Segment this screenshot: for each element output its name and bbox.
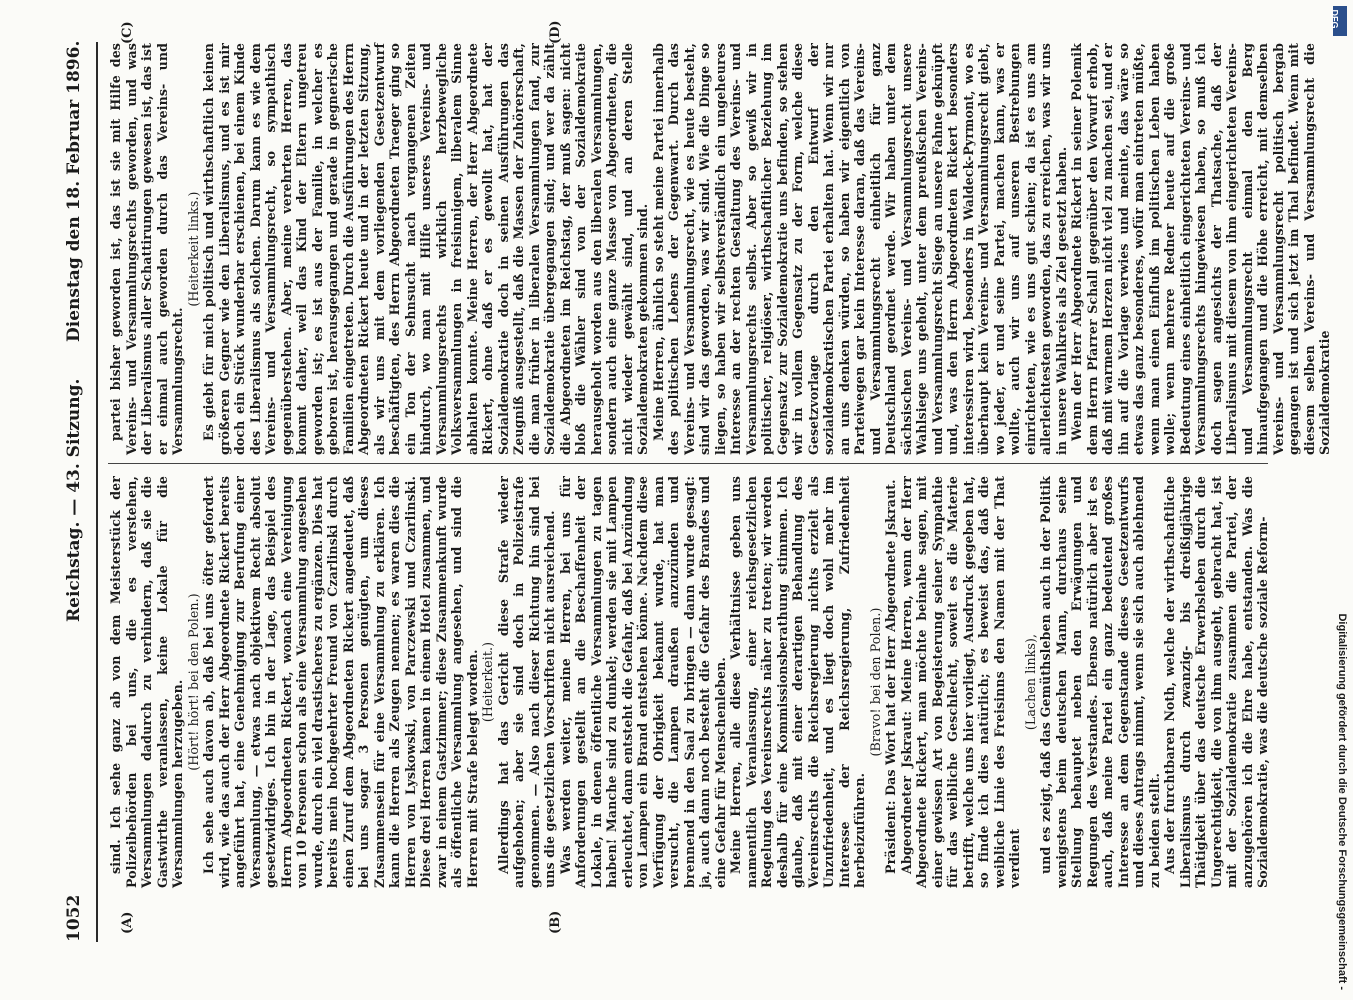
paragraph: partei bisher geworden ist, das ist sie mit Hilfe des Vereins- und Versammlungsrechts geworden, und was der Liberalismus aller Schattirungen gewesen ist, das ist er einmal auch geworden durch das Vereins- und Versammlungsrecht. (108, 43, 185, 455)
header-rule (96, 42, 98, 942)
paragraph: Wenn der Herr Abgeordnete Rickert in seiner Polemik dem Herrn Pfarrer Schall gegenüber den Vorwurf erhob, daß mit warmem Herzen nicht viel zu machen sei, und er ihn auf die Vorlage verwies und meinte, das wäre so etwas das ganz besonderes, wofür man eintreten müßte, wenn man einen Einfluß im politischen Leben haben wolle; wenn mehrere Redner heute auf die große Bedeutung eines einheitlich eingerichteten Vereins- und Versammlungsrechts hingewiesen haben, so muß ich doch sagen angesichts der Thatsache, daß der Liberalismus mit diesem von ihm eingerichteten Vereins- und Versammlungsrecht einmal den Berg hinaufgegangen und die Höhe erreicht, mit demselben Vereins- und Versammlungsrecht politisch bergab gegangen ist und sich jetzt im Thal befindet. Wenn mit diesem selben Vereins- und Versammlungsrecht die Sozialdemokratie (1069, 43, 1332, 455)
interjection: (Lachen links), (1022, 633, 1038, 731)
paragraph: sind. Ich sehe ganz ab von dem Meisterstück der Polizeibehörden bei uns, die es verstehen, Versammlungen dadurch zu verhindern, daß sie die Gastwirthe veranlassen, keine Lokale für die Versammlungen herzugeben. (108, 476, 185, 888)
paragraph: Es giebt für mich politisch und wirthschaftlich keinen größeren Gegner wie den Liberalismus, und es ist mir doch ein Stück wunderbar erschienen, bei einem Kinde des Liberalismus als solchen. Darum kann es wie dem Vereins- und Versammlungsrecht, so sympathisch gegenüberstehen. Aber, meine verehrten Herren, das kommt daher, weil das Kind der Eltern ungetreu geworden ist; es ist aus der Familie, in welcher es geboren ist, herausgegangen und gerade in gegnerische Familien eingetreten. Durch die Ausführungen des Herrn Abgeordneten Rickert heute und in der letzten Sitzung, als wir uns mit dem vorliegenden Gesetzentwurf beschäftigten, des Herrn Abgeordneten Traeger ging so ein Ton der Sehnsucht nach vergangenen Zeiten hindurch, wo man mit Hilfe unseres Vereins- und Versammlungsrechts wirklich herzbewegliche Volksversammlungen in freisinnigem, liberalem Sinne abhalten konnte. Meine Herren, der Herr Abgeordnete Rickert, ohne daß er es gewollt hat, hat der Sozialdemokratie doch in seinen Ausführungen das Zeugniß ausgestellt, daß die Massen der Zuhörerschaft, die man früher in liberalen Versammlungen fand, zur Sozialdemokratie übergegangen sind; und wer da zählt die Abgeordneten im Reichstag, der muß sagen: nicht bloß die Wähler sind von der Sozialdemokratie herausgeholt worden aus den liberalen Versammlungen, sondern auch eine ganze Masse von Abgeordneten, die nicht wieder gewählt sind, und an deren Stelle Sozialdemokraten gekommen sind. (201, 43, 650, 455)
right-text-column (108, 43, 1332, 455)
margin-marker-b: (B) (548, 910, 563, 934)
dfg-logo-text: DFG (1329, 9, 1340, 29)
speaker-paragraph: Abgeordneter Jskraut: Meine Herren, wenn der Herr Abgeordnete Rickert, man möchte beinahe sagen, mit einer gewissen Art von Begeisterung seiner Sympathie für das weibliche Geschlecht, soweit es die Materie betrifft, welche uns hier vorliegt, Ausdruck gegeben hat, so finde ich dies natürlich; es beweist das, daß die weibliche Linie des Freisinns den Namen mit der That verdient (898, 476, 1022, 888)
column-divider (108, 463, 1268, 464)
margin-marker-d: (D) (548, 20, 563, 44)
page-header (58, 42, 92, 942)
interjection: (Heiterkeit links.) (185, 191, 201, 307)
interjection: (Bravo! bei den Polen.) (867, 607, 883, 757)
credit-text: Digitalisierung gefördert durch die Deutsche Forschungsgemeinschaft - (1336, 613, 1348, 990)
interjection: (Hört! hört! bei den Polen.) (185, 593, 201, 771)
paragraph: Was werden weiter, meine Herren, bei uns für Anforderungen gestellt an die Beschaffenheit der Lokale, in denen öffentliche Versammlungen zu tagen haben! Manche sind zu dunkel; werden sie mit Lampen erleuchtet, dann entsteht die Gefahr, daß bei Anzündung von Lampen ein Brand entstehen könne. Nachdem diese Verfügung der Obrigkeit bekannt wurde, hat man versucht, die Lampen draußen anzuzünden und brennend in den Saal zu bringen — dann wurde gesagt: ja, auch dann noch besteht die Gefahr des Brandes und eine Gefahr für Menschenleben. (557, 476, 728, 888)
paragraph: Meine Herren, alle diese Verhältnisse geben uns namentlich Veranlassung, einer reichsgesetzlichen Regelung des Vereinsrechts näher zu treten; wir werden deshalb für eine Kommissionsberathung stimmen. Ich glaube, daß mit einer derartigen Behandlung des Vereinsrechts die Reichsregierung nichts erzielt als Unzufriedenheit, und es liegt doch wohl mehr im Interesse der Reichsregierung, Zufriedenheit herbeizuführen. (728, 476, 867, 888)
margin-marker-a: (A) (120, 911, 135, 934)
digitization-credit (1328, 10, 1348, 990)
paragraph: Ich sehe auch davon ab, daß bei uns öfter gefordert wird, wie das auch der Herr Abgeordnete Rickert bereits angeführt hat, eine Genehmigung zur Berufung einer Versammlung, — etwas nach objektivem Recht absolut gesetzwidriges. Ich bin in der Lage, das Beispiel des Herrn Abgeordneten Rickert, wonach eine Vereinigung von 10 Personen schon als eine Versammlung angesehen wurde, durch ein viel drastischeres zu ergänzen. Dies hat bereits mein hochgeehrter Freund von Czarlinski durch einen Zuruf dem Abgeordneten Rickert angedeutet, daß bei uns sogar 3 Personen genügten, um dieses Zusammensein für eine Versammlung zu erklären. Ich kann die Herren als Zeugen nennen; es waren dies die Herren von Lyskowski, von Parczewski und Czarlinski. Diese drei Herren kamen in einem Hotel zusammen, und zwar in einem Gastzimmer; diese Zusammenkunft wurde als öffentliche Versammlung angesehen, und sind die Herren mit Strafe belegt worden. (201, 476, 480, 888)
paragraph: Aus der furchtbaren Noth, welche der wirthschaftliche Liberalismus durch zwanzig- bis dreißigjährige Thätigkeit über das deutsche Erwerbsleben durch die Ungerechtigkeit, die von ihm ausgeht, gebracht hat, ist mit der Sozialdemokratie zusammen die Partei, der anzugehören ich die Ehre habe, entstanden. Was die Sozialdemokratie, was die deutsche soziale Reform- (1162, 476, 1270, 888)
left-text-column (108, 476, 1278, 888)
paragraph: Allerdings hat das Gericht diese Strafe wieder aufgehoben; aber sie sind doch in Polizeistrafe genommen. — Also nach dieser Richtung hin sind bei uns die gesetzlichen Vorschriften nicht ausreichend. (495, 476, 557, 888)
running-head-session: Reichstag. — 43. Sitzung. (64, 378, 84, 622)
speaker-paragraph: Präsident: Das Wort hat der Herr Abgeordnete Jskraut. (883, 479, 898, 874)
interjection: (Heiterkeit.) (480, 641, 495, 723)
page-number: 1052 (64, 894, 84, 942)
paragraph: und es zeigt, daß das Gemüthsleben auch in der Politik wenigstens beim deutschen Mann, durchaus seine Stellung behauptet neben den Erwägungen und Regungen des Verstandes. Ebenso natürlich aber ist es auch, daß meine Partei ein ganz bedeutend großes Interesse an dem Gegenstande dieses Gesetzentwurfs und dieses Antrags nimmt, wenn sie sich auch ablehnend zu beiden stellt. (1038, 476, 1162, 888)
paragraph: Meine Herren, ähnlich so steht meine Partei innerhalb des politischen Lebens der Gegenwart. Durch das Vereins- und Versammlungsrecht, wie es heute besteht, sind wir das geworden, was wir sind. Wie die Dinge so liegen, so haben wir selbstverständlich ein ungeheures Interesse an der rechten Gestaltung des Vereins- und Versammlungsrechts selbst. Aber so gewiß wir in politischer, religiöser, wirthschaftlicher Beziehung im Gegensatz zur Sozialdemokratie uns befinden, so stehen wir in vollem Gegensatz zu der Form, welche diese Gesetzvorlage durch den Entwurf der sozialdemokratischen Partei erhalten hat. Wenn wir nur an uns denken würden, so haben wir eigentlich von Parteiwegen gar kein Interesse daran, daß das Vereins- und Versammlungsrecht einheitlich für ganz Deutschland geordnet werde. Wir haben unter dem sächsischen Vereins- und Versammlungsrecht unsere Wahlsiege uns geholt, unter dem preußischen Vereins- und Versammlungsrecht Siege an unsere Fahne geknüpft und, was den Herrn Abgeordneten Rickert besonders interessiren wird, besonders in Waldeck-Pyrmont, wo es überhaupt kein Vereins- und Versammlungsrecht giebt, wo jeder, er und seine Partei, machen kann, was er wollte, auch wir uns auf unseren Bestrebungen einrichteten, wie es uns gut schien; da ist es uns am allerleichtesten geworden, das zu erreichen, was wir uns in unsere Wahlkreis als Ziel gesetzt haben. (650, 43, 1069, 455)
margin-marker-c: (C) (120, 21, 135, 44)
running-head-date: Dienstag den 18. Februar 1896. (64, 40, 84, 342)
